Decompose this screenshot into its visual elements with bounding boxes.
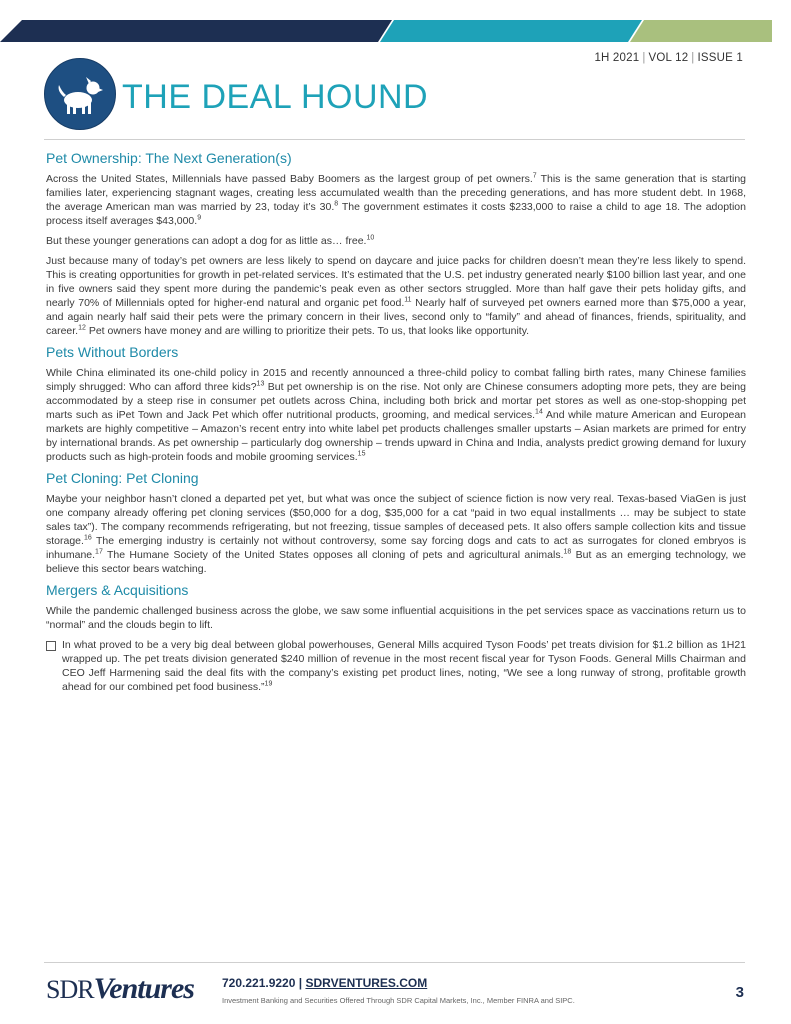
contact-line [222, 976, 427, 990]
header-bar-green [630, 20, 772, 42]
footnote-ref: 9 [197, 214, 202, 222]
newsletter-logo [44, 58, 116, 130]
website-link[interactable]: SDRVENTURES.COM [305, 976, 428, 990]
text-run: While China eliminated its one-child policy in 2015 and recently announced a three-child policy to combat falling birth rates, many Chinese families simply shrugged: Who can afford three kids? [46, 367, 746, 393]
page-number: 3 [735, 984, 744, 1001]
text-run: But these younger generations can adopt a dog for as little as… free. [46, 235, 367, 247]
footnote-ref: 11 [404, 296, 412, 304]
header-bar-teal [380, 20, 642, 42]
checkbox-bullet-icon [46, 641, 56, 651]
text-run: Maybe your neighbor hasn’t cloned a departed pet yet, but what was once the subject of science fiction is now very real. Texas-based ViaGen is just one company already offering pet cloning services ($50,000 for a dog, $35,000 for a cat “paid in two equal installments … may be subject to state sales tax”). The company recommends refrigerating, but not freezing, tissue samples of deceased pets. It also offers sample collection kits and tissue storage. [46, 493, 746, 547]
footnote-ref: 14 [535, 408, 543, 416]
disclaimer: Investment Banking and Securities Offered Through SDR Capital Markets, Inc., Member FINRA and SIPC. [222, 996, 575, 1005]
paragraph [46, 366, 746, 464]
footnote-ref: 16 [83, 534, 92, 542]
footnote-ref: 13 [256, 380, 265, 388]
issue-period: 1H 2021 [594, 52, 640, 64]
footnote-ref: 7 [532, 172, 537, 180]
article-body [46, 150, 746, 704]
contact-separator: | [298, 976, 303, 990]
footnote-ref: 18 [563, 548, 572, 556]
footer [46, 972, 746, 1012]
text-run: Across the United States, Millennials have passed Baby Boomers as the largest group of pet owners. [46, 173, 533, 185]
text-run: But as an emerging technology, we believe this sector bears watching. [46, 549, 747, 575]
section-heading: Pets Without Borders [46, 344, 179, 360]
paragraph [46, 492, 746, 576]
text-run: Pet owners have money and are willing to prioritize their pets. To us, that looks like opportunity. [85, 325, 530, 337]
text-run: In what proved to be a very big deal between global powerhouses, General Mills acquired Tyson Foods’ pet treats division for $1.2 billion as 1H21 wrapped up. The pet treats division generated $240 million of revenue in the most recent fiscal year for Tyson Foods. General Mills Chairman and CEO Jeff Harmening said the deal fits with the company’s existing pet product lines, noting, “We see a long runway of strong, profitable growth ahead for our combined pet food business.” [62, 639, 746, 693]
footnote-ref: 19 [264, 680, 273, 688]
footnote-ref: 17 [95, 548, 103, 556]
text-run: But pet ownership is on the rise. Not only are Chinese consumers adopting more pets, they are being accommodated by a steep rise in consumer pet outlets across China, including both brick and mortar pet stores as well as one-stop-shopping pet marts such as iPet Town and Jack Pet which offer nutritional products, grooming, and medical services. [46, 381, 746, 421]
text-run: The Humane Society of the United States opposes all cloning of pets and agricultural animals. [102, 549, 564, 561]
bullet-text [62, 638, 746, 694]
newsletter-title: THE DEAL HOUND [122, 78, 429, 116]
paragraph [46, 234, 746, 248]
text-run: This is the same generation that is starting families later, experiencing stagnant wages, creating less accumulated wealth than the preceding generations, and has more student debt. In 1968, the average American man was married by 23, today it’s 30. [46, 173, 747, 213]
issue-volume: VOL 12 [648, 52, 689, 64]
dog-icon [44, 58, 116, 130]
brand-sdr: SDR [46, 975, 94, 1004]
issue-number: ISSUE 1 [697, 52, 743, 64]
paragraph [46, 254, 746, 338]
paragraph [46, 604, 746, 632]
section-heading: Pet Ownership: The Next Generation(s) [46, 150, 292, 166]
header-divider [44, 139, 745, 140]
header-bar-navy [0, 20, 392, 42]
article-section [46, 470, 746, 576]
article-section [46, 582, 746, 700]
sdr-ventures-logo [46, 972, 194, 1006]
footer-divider [44, 962, 745, 963]
paragraph [46, 172, 746, 228]
text-run: The government estimates it costs $233,000 to raise a child to age 18. The adoption process itself averages $43,000. [46, 201, 746, 227]
bullet-item [46, 638, 746, 700]
footnote-ref: 10 [366, 234, 375, 242]
section-heading: Mergers & Acquisitions [46, 582, 189, 598]
issue-info: 1H 2021 | VOL 12 | ISSUE 1 [594, 52, 743, 64]
text-run: While the pandemic challenged business across the globe, we saw some influential acquisitions in the pet services space as vaccinations return us to “normal” and the clouds begin to lift. [46, 605, 746, 631]
section-heading: Pet Cloning: Pet Cloning [46, 470, 199, 486]
phone-number: 720.221.9220 [222, 976, 296, 990]
text-run: Nearly half of surveyed pet owners earned more than $75,000 a year, and again nearly half said their pets were the primary concern in their lives, second only to “family” and ahead of finances, friends, spirituality, and career. [46, 297, 746, 337]
article-section [46, 150, 746, 338]
brand-ventures: Ventures [93, 972, 194, 1005]
footnote-ref: 8 [334, 200, 339, 208]
article-section [46, 344, 746, 464]
text-run: And while mature American and European markets are highly competitive – Amazon’s recent entry into white label pet products challenges smaller upstarts – Asian markets are primed for entry by international brands. As pet ownership – particularly dog ownership – trends upward in China and India, analysts predict growing demand for luxury products such as high-protein foods and mobile grooming services. [46, 409, 746, 463]
footnote-ref: 12 [78, 324, 86, 332]
text-run: Just because many of today’s pet owners are less likely to spend on daycare and juice packs for children doesn’t mean they’re less likely to spend. This is creating opportunities for growth in pet-related services. It’s estimated that the U.S. pet industry generated nearly $100 billion last year, and one in five owners said they spent more during the pandemic’s peak even as other sectors struggled. More than half gave their pets holiday gifts, and nearly 70% of Millennials opted for higher-end natural and organic pet food. [46, 255, 746, 309]
footnote-ref: 15 [357, 450, 366, 458]
text-run: The emerging industry is certainly not without controversy, some say forcing dogs and cats to act as surrogates for cloned embryos is inhumane. [46, 535, 746, 561]
